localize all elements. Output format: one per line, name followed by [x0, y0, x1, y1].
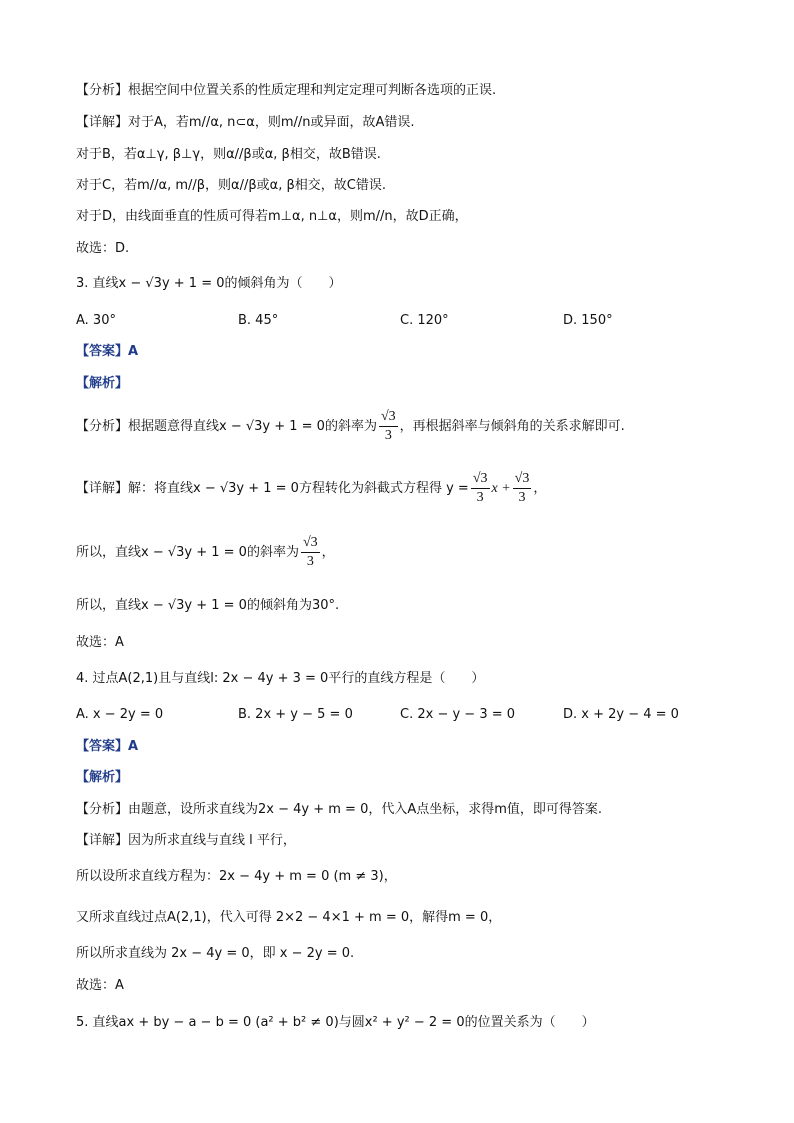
q3-detail-text-pre: 【详解】解：将直线x − √3y + 1 = 0方程转化为斜截式方程得 y = [76, 481, 469, 496]
intercept-fraction [513, 470, 532, 507]
q3-slope [76, 534, 335, 571]
q4-substitute: 又所求直线过点A(2,1)，代入可得 2×2 − 4×1 + m = 0，解得m = 0， [76, 910, 502, 925]
q3-angle: 所以，直线x − √3y + 1 = 0的倾斜角为30°. [76, 598, 340, 613]
q3-option-a: A. 30° [76, 313, 116, 328]
q3-stem: 3. 直线x − √3y + 1 = 0的倾斜角为（ ） [76, 276, 342, 291]
q3-detail-text-post: ， [533, 481, 547, 496]
fraction-denominator: 3 [518, 490, 526, 505]
q3-option-d: D. 150° [563, 313, 613, 328]
slope-fraction [471, 470, 490, 507]
q4-answer: 【答案】A [76, 739, 139, 754]
fraction-numerator: √3 [301, 534, 320, 553]
q2-choice: 故选：D. [76, 241, 130, 256]
fraction-numerator: √3 [513, 470, 532, 489]
q3-slope-text-post: ， [321, 545, 335, 560]
q4-option-a: A. x − 2y = 0 [76, 707, 164, 722]
q4-analysis: 【分析】由题意，设所求直线为2x − 4y + m = 0，代入A点坐标，求得m值，即可得答案. [76, 802, 603, 817]
q2-option-b-analysis: 对于B，若α⊥γ, β⊥γ，则α//β或α, β相交，故B错误. [76, 147, 381, 162]
q2-detail-a: 【详解】对于A，若m//α, n⊂α，则m//n或异面，故A错误. [76, 115, 415, 130]
q4-detail: 【详解】因为所求直线与直线 l 平行， [76, 833, 296, 848]
q3-detail [76, 470, 546, 507]
q4-option-d: D. x + 2y − 4 = 0 [563, 707, 679, 722]
q4-option-b: B. 2x + y − 5 = 0 [238, 707, 353, 722]
fraction-denominator: 3 [306, 554, 314, 569]
q4-set-equation: 所以设所求直线方程为：2x − 4y + m = 0 (m ≠ 3)， [76, 869, 397, 884]
q4-stem: 4. 过点A(2,1)且与直线l: 2x − 4y + 3 = 0平行的直线方程是（ ） [76, 671, 485, 686]
q5-stem: 5. 直线ax + by − a − b = 0 (a² + b² ≠ 0)与圆x² + y² − 2 = 0的位置关系为（ ） [76, 1015, 595, 1030]
q3-analysis [76, 408, 625, 445]
q3-jiexi-heading: 【解析】 [76, 376, 129, 391]
fraction-denominator: 3 [476, 490, 484, 505]
q2-option-c-analysis: 对于C，若m//α, m//β，则α//β或α, β相交，故C错误. [76, 178, 387, 193]
q3-option-c: C. 120° [400, 313, 449, 328]
q3-option-b: B. 45° [238, 313, 279, 328]
q2-option-d-analysis: 对于D，由线面垂直的性质可得若m⊥α, n⊥α，则m//n，故D正确， [76, 209, 468, 224]
q3-slope-text-pre: 所以，直线x − √3y + 1 = 0的斜率为 [76, 545, 299, 560]
fraction-denominator: 3 [384, 428, 392, 443]
q3-analysis-text-post: ，再根据斜率与倾斜角的关系求解即可. [399, 419, 625, 434]
q4-option-c: C. 2x − y − 3 = 0 [400, 707, 516, 722]
q2-analysis: 【分析】根据空间中位置关系的性质定理和判定定理可判断各选项的正误. [76, 83, 497, 98]
q3-analysis-text-pre: 【分析】根据题意得直线x − √3y + 1 = 0的斜率为 [76, 419, 377, 434]
q4-result: 所以所求直线为 2x − 4y = 0，即 x − 2y = 0. [76, 946, 355, 961]
slope-fraction [379, 408, 398, 445]
q4-choice: 故选：A [76, 978, 124, 993]
q3-detail-text-mid: x + [491, 481, 511, 496]
q4-jiexi-heading: 【解析】 [76, 770, 129, 785]
fraction-numerator: √3 [379, 408, 398, 427]
fraction-numerator: √3 [471, 470, 490, 489]
q3-choice: 故选：A [76, 635, 124, 650]
slope-fraction [301, 534, 320, 571]
q3-answer: 【答案】A [76, 344, 139, 359]
